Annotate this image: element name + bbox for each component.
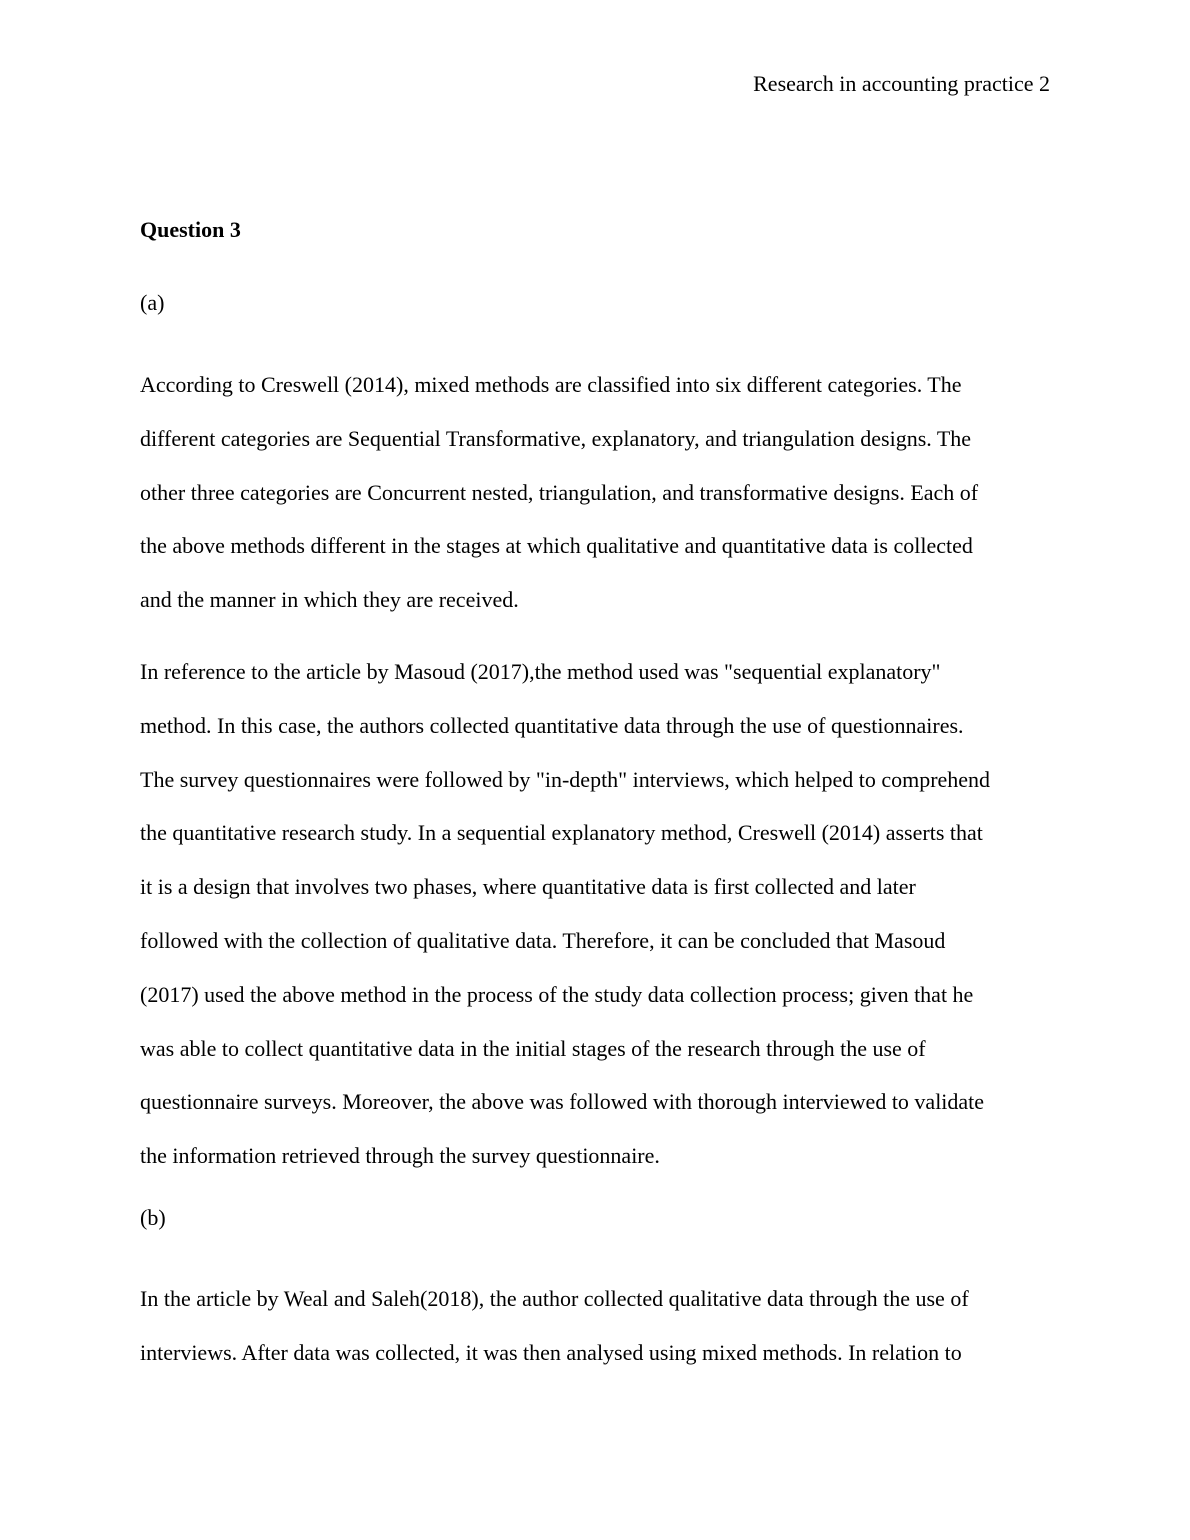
text-line: other three categories are Concurrent nested, triangulation, and transformative designs. Each of: [140, 479, 979, 505]
spacer: [140, 246, 1050, 287]
text-line: the above methods different in the stages at which qualitative and quantitative data is collected: [140, 533, 973, 559]
spacer: [140, 319, 1050, 358]
part-b-label: (b): [140, 1204, 166, 1230]
text-line: In the article by Weal and Saleh(2018), the author collected qualitative data through the use of: [140, 1285, 969, 1311]
text-line: In reference to the article by Masoud (2017),the method used was "sequential explanatory": [140, 658, 941, 684]
text-line: it is a design that involves two phases, where quantitative data is first collected and later: [140, 874, 916, 900]
text-line: method. In this case, the authors collected quantitative data through the use of questionnaires.: [140, 712, 964, 738]
text-line: the information retrieved through the survey questionnaire.: [140, 1143, 660, 1169]
text-line: different categories are Sequential Transformative, explanatory, and triangulation designs. The: [140, 425, 972, 451]
spacer: [140, 627, 1050, 645]
running-header: Research in accounting practice 2: [753, 71, 1050, 96]
part-a-label: (a): [140, 290, 165, 315]
text-line: questionnaire surveys. Moreover, the above was followed with thorough interviewed to validate: [140, 1089, 985, 1115]
text-line: was able to collect quantitative data in the initial stages of the research through the use of: [140, 1035, 926, 1061]
text-line: and the manner in which they are received.: [140, 587, 519, 613]
text-line: The survey questionnaires were followed by "in-depth" interviews, which helped to comprehend: [140, 766, 991, 792]
text-line: the quantitative research study. In a sequential explanatory method, Creswell (2014) asserts that: [140, 820, 983, 846]
part-a-paragraph-1: [140, 358, 1050, 627]
spacer: [140, 1183, 1050, 1202]
part-a-paragraph-2: [140, 645, 1050, 1183]
part-b-paragraph-1: [140, 1272, 1050, 1380]
text-line: (2017) used the above method in the process of the study data collection process; given that he: [140, 981, 974, 1007]
text-line: followed with the collection of qualitative data. Therefore, it can be concluded that Masoud: [140, 927, 946, 953]
spacer: [140, 1234, 1050, 1272]
section-heading: Question 3: [140, 217, 241, 242]
document-body: [140, 214, 1050, 1380]
text-line: According to Creswell (2014), mixed methods are classified into six different categories. The: [140, 372, 962, 397]
text-line: interviews. After data was collected, it was then analysed using mixed methods. In relation to: [140, 1339, 962, 1365]
